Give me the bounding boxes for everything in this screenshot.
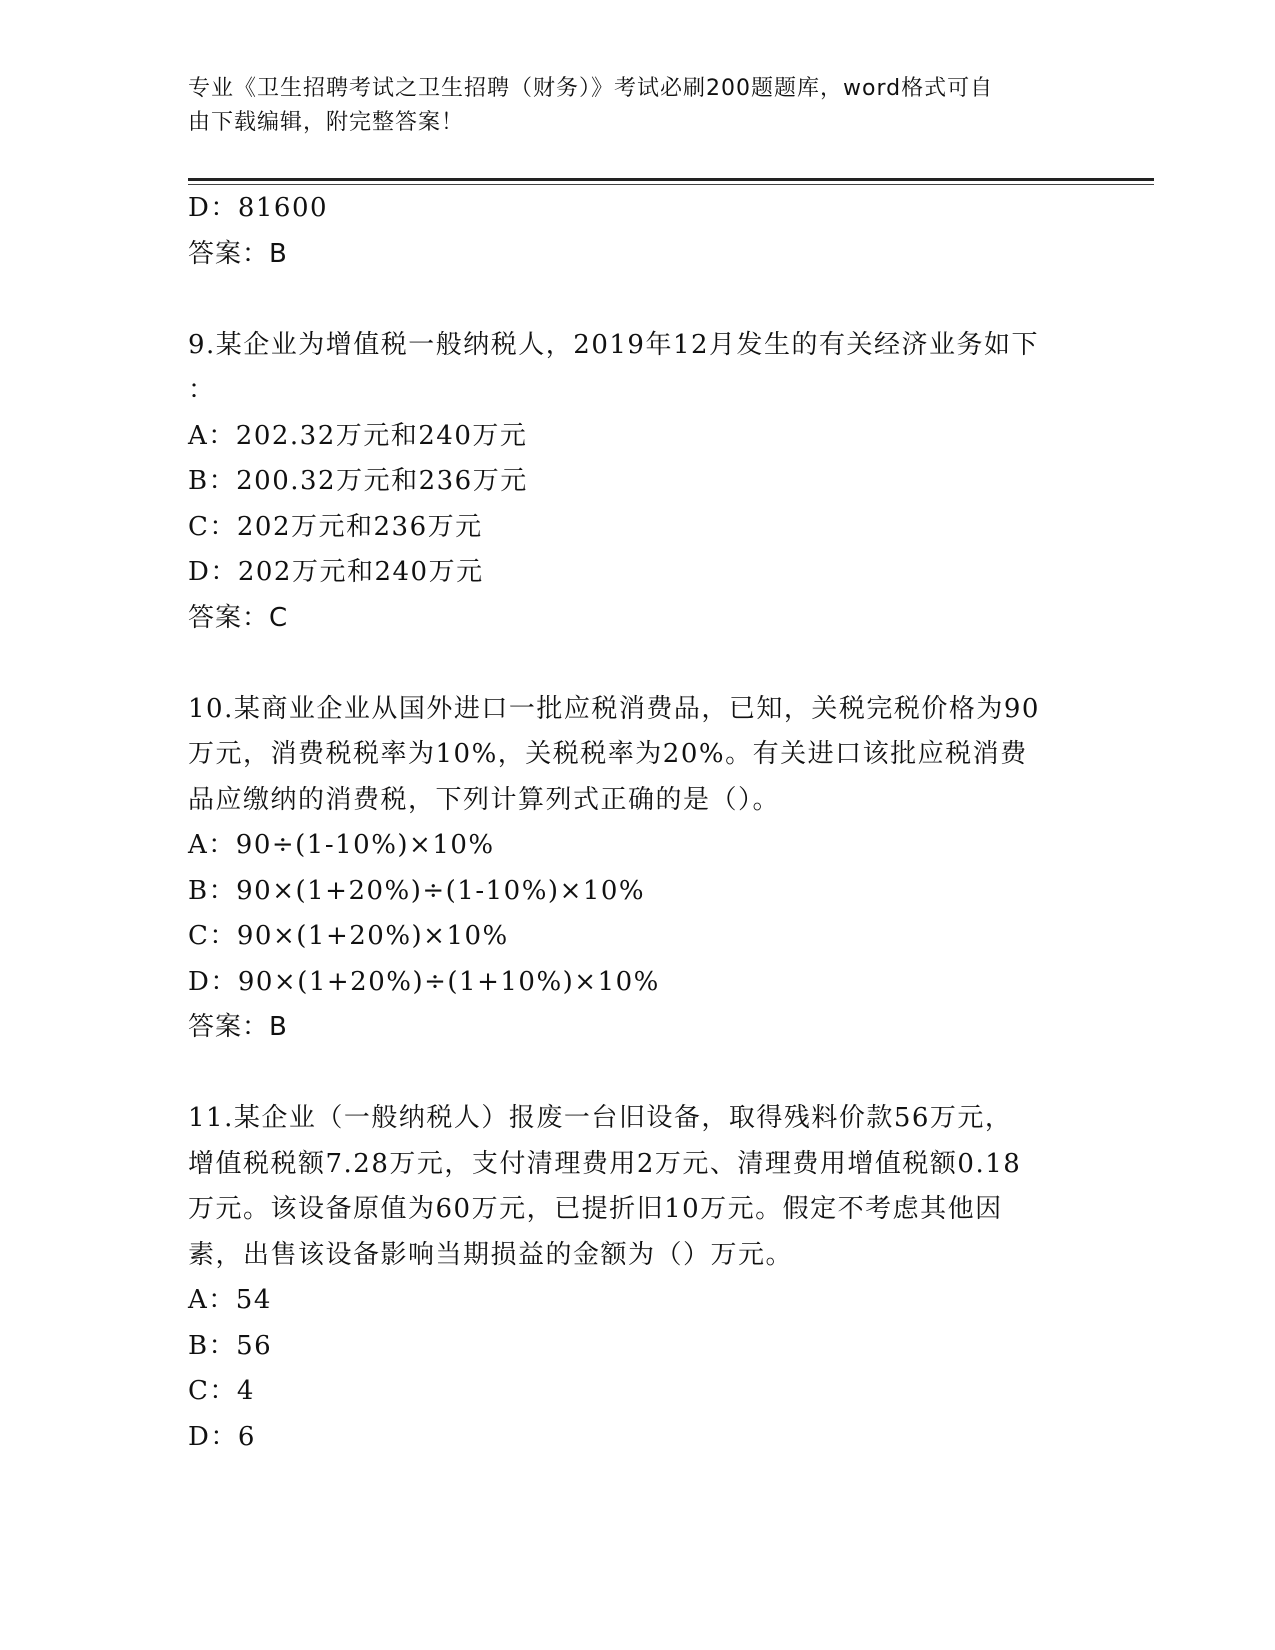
question-9-option-d: D：202万元和240万元 xyxy=(188,557,484,587)
question-9-option-c: C：202万元和236万元 xyxy=(188,511,483,542)
question-10-answer: 答案：B xyxy=(188,1012,288,1042)
question-9-stem-line-1: 9.某企业为增值税一般纳税人，2019年12月发生的有关经济业务如下 xyxy=(188,329,1040,360)
question-11-stem-line-2: 增值税税额7.28万元，支付清理费用2万元、清理费用增值税额0.18 xyxy=(188,1148,1022,1179)
question-10-stem-line-2: 万元，消费税税率为10%，关税税率为20%。有关进口该批应税消费 xyxy=(188,739,1028,769)
question-11-option-a: A：54 xyxy=(188,1285,272,1315)
question-10-stem-line-1: 10.某商业企业从国外进口一批应税消费品，已知，关税完税价格为90 xyxy=(188,693,1040,724)
header-title-line-2: 由下载编辑，附完整答案！ xyxy=(188,110,465,135)
prev-question-answer: 答案：B xyxy=(188,238,288,269)
question-11-option-b: B：56 xyxy=(188,1330,273,1361)
question-11-option-c: C：4 xyxy=(188,1376,255,1406)
spacer xyxy=(188,1051,1088,1097)
question-10-option-b: B：90×(1+20%)÷(1-10%)×10% xyxy=(188,875,646,906)
question-list xyxy=(188,186,1088,1460)
question-9-answer: 答案：C xyxy=(188,602,289,633)
question-10 xyxy=(188,687,1088,1051)
question-10-option-d: D：90×(1+20%)÷(1+10%)×10% xyxy=(188,966,660,997)
header-title-line-1: 专业《卫生招聘考试之卫生招聘（财务）》考试必刷200题题库，word格式可自 xyxy=(188,76,994,101)
question-10-stem-line-3: 品应缴纳的消费税，下列计算列式正确的是（）。 xyxy=(188,784,781,815)
question-10-option-a: A：90÷(1-10%)×10% xyxy=(188,830,495,860)
spacer xyxy=(188,277,1088,323)
question-11-stem-line-1: 11.某企业（一般纳税人）报废一台旧设备，取得残料价款56万元， xyxy=(188,1103,1013,1133)
question-9-stem-line-2: ： xyxy=(188,375,216,405)
question-9-option-b: B：200.32万元和236万元 xyxy=(188,466,528,496)
question-9 xyxy=(188,323,1088,642)
question-9-option-a: A：202.32万元和240万元 xyxy=(188,420,528,451)
question-11-stem-line-4: 素，出售该设备影响当期损益的金额为（）万元。 xyxy=(188,1239,794,1270)
spacer xyxy=(188,641,1088,687)
question-11 xyxy=(188,1096,1088,1460)
question-11-option-d: D：6 xyxy=(188,1421,256,1452)
document-header xyxy=(188,72,1068,140)
header-divider-thin xyxy=(188,184,1154,185)
prev-question-option-d: D：81600 xyxy=(188,193,329,223)
question-10-option-c: C：90×(1+20%)×10% xyxy=(188,921,509,951)
header-divider-thick xyxy=(188,178,1154,181)
question-11-stem-line-3: 万元。该设备原值为60万元，已提折旧10万元。假定不考虑其他因 xyxy=(188,1194,1003,1224)
